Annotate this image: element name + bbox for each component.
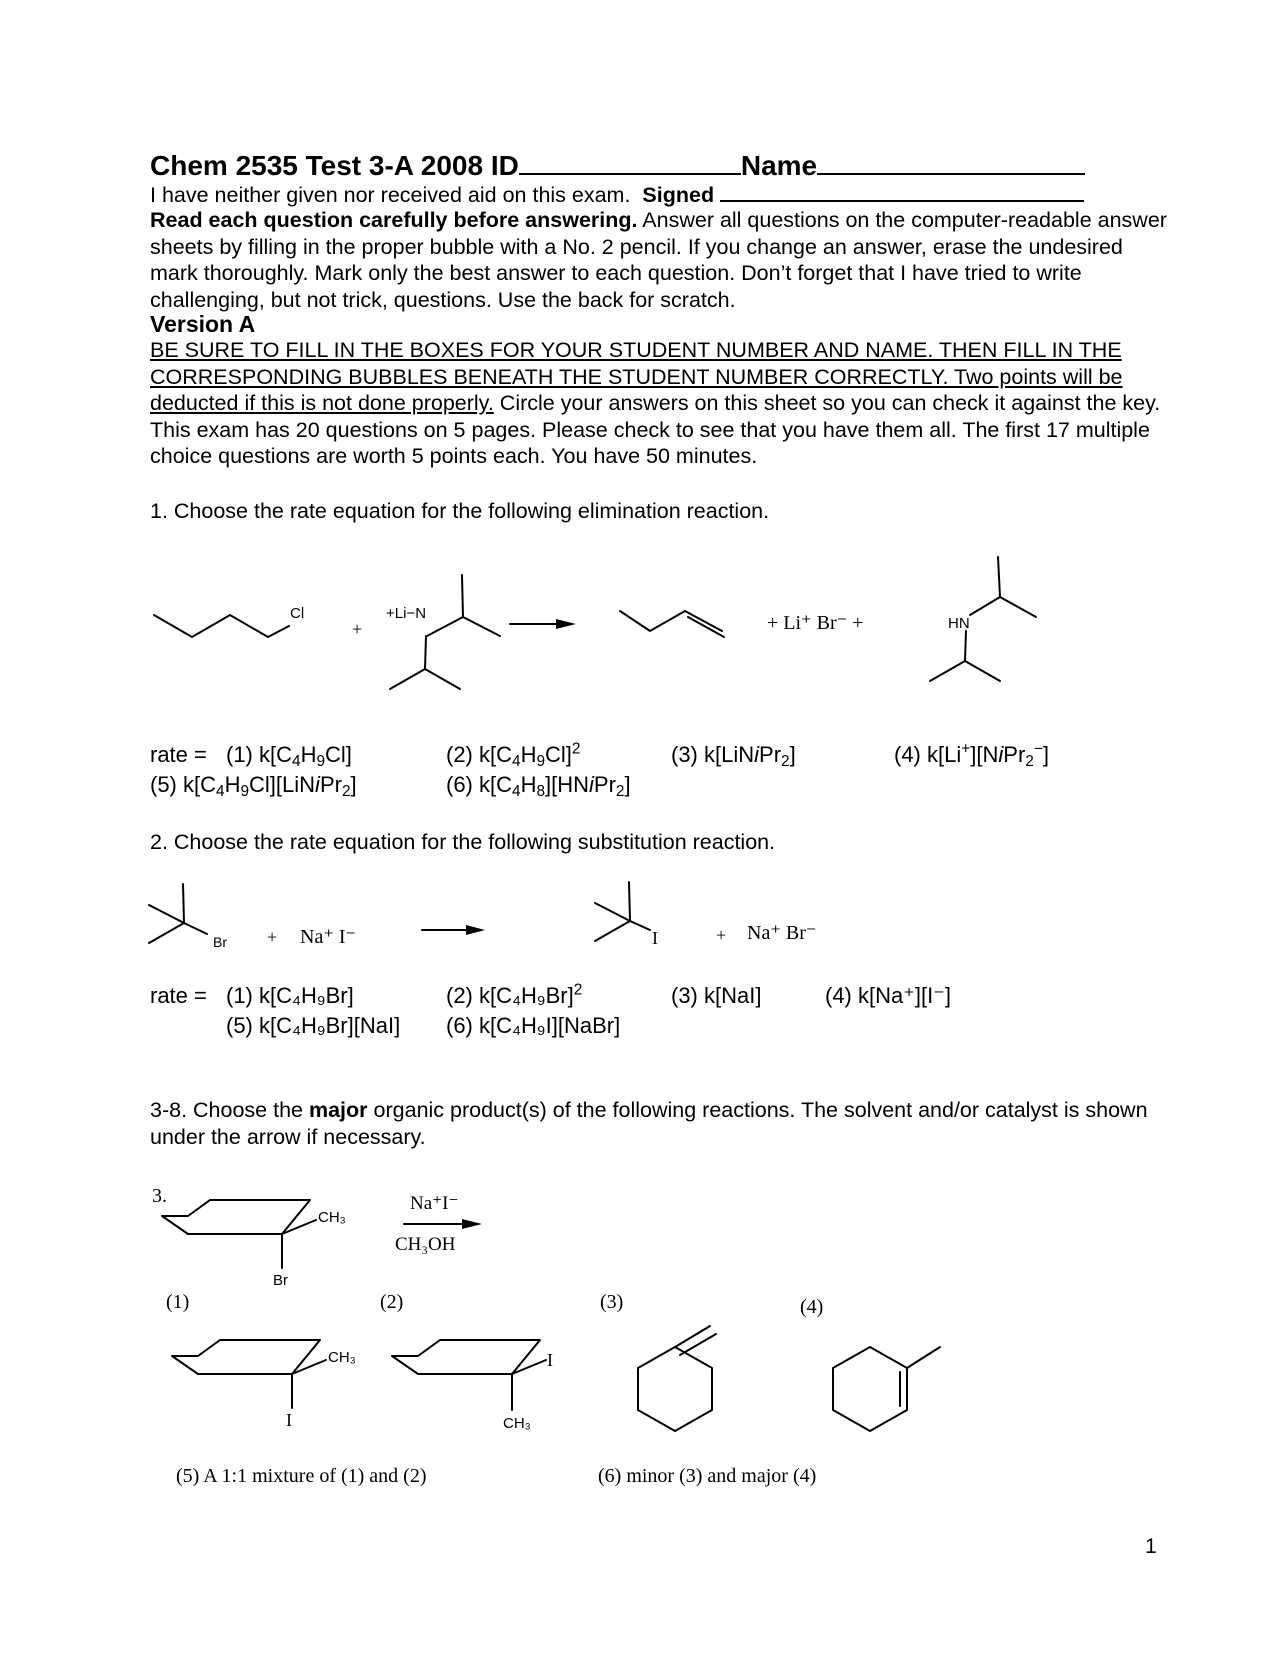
- p1-chair: [172, 1340, 320, 1374]
- nai-label: Na⁺ I⁻: [300, 926, 357, 948]
- i-label: I: [652, 928, 658, 948]
- libr-label: + Li⁺ Br⁻ +: [767, 612, 864, 634]
- signature-blank[interactable]: [720, 181, 1084, 202]
- exam-title: Chem 2535 Test 3-A 2008 ID: [150, 150, 519, 181]
- nabr-label: Na⁺ Br⁻: [747, 922, 817, 944]
- q3-option-2-label: (2): [380, 1291, 404, 1313]
- sm-br-label: Br: [273, 1272, 288, 1289]
- hn-label: HN: [948, 615, 970, 632]
- q2-option-2[interactable]: (2) $k[C_4H_9Br]^2$: [446, 981, 583, 1008]
- q1-option-5[interactable]: (5) $k[C_4H_9Cl][LiNiPr_2]$: [150, 772, 357, 800]
- p2-ch3-label: CH₃: [503, 1415, 531, 1432]
- plus-sign-2: +: [267, 927, 278, 947]
- q3-reaction-scheme: [140, 1180, 1000, 1510]
- exam-title-line: [150, 150, 1085, 182]
- p2-i-label: I: [547, 1350, 553, 1370]
- q1-reaction-scheme: [140, 545, 1060, 695]
- p4-ring: [833, 1347, 907, 1431]
- q2-option-4[interactable]: (4) k[Na⁺][I⁻]: [825, 983, 951, 1008]
- plus-sign-3: +: [716, 925, 727, 945]
- signed-label: Signed: [642, 183, 715, 207]
- p1-i-label: I: [286, 1410, 292, 1430]
- id-blank[interactable]: [519, 151, 741, 175]
- p3-ring: [638, 1347, 712, 1431]
- name-blank[interactable]: [817, 151, 1085, 175]
- major-emphasis: major: [308, 1098, 368, 1122]
- q2-option-6[interactable]: (6) k[C₄H₉I][NaBr]: [446, 1013, 621, 1038]
- q3-option-6[interactable]: (6) minor (3) and major (4): [598, 1465, 817, 1487]
- reaction-arrowhead: [556, 619, 576, 629]
- q1-option-1[interactable]: (1) $k[C_4H_9Cl]$: [226, 742, 352, 770]
- chlorobutane-skeleton: [154, 615, 289, 637]
- q2-option-3[interactable]: (3) k[NaI]: [671, 983, 762, 1008]
- sm-ch3-label: CH₃: [318, 1209, 346, 1226]
- q1-option-4[interactable]: (4) k[Li+][NiPr$_2$−]: [894, 740, 1049, 770]
- page-number: 1: [1145, 1535, 1157, 1558]
- q2-option-5[interactable]: (5) k[C₄H₉Br][NaI]: [226, 1013, 401, 1038]
- name-label: Name: [740, 150, 818, 181]
- q2-option-1[interactable]: (1) k[C₄H₉Br]: [226, 983, 354, 1008]
- q3-option-1-label: (1): [166, 1291, 190, 1313]
- honor-statement: I have neither given nor received aid on this exam.: [150, 183, 631, 207]
- reaction-arrowhead-2: [466, 925, 485, 935]
- p1-ch3-label: CH₃: [328, 1349, 356, 1366]
- warning-paragraph: [150, 337, 1170, 470]
- honor-line: [150, 181, 1084, 209]
- q1-option-3[interactable]: (3) k[LiNiPr$_2$]: [671, 742, 796, 770]
- br-label: Br: [213, 934, 227, 950]
- q3-option-3-label: (3): [600, 1291, 624, 1313]
- instructions-bold: Read each question carefully before answering.: [150, 208, 638, 232]
- q3-arrowhead: [462, 1219, 482, 1229]
- q3-8-prompt: 3-8. Choose the major organic product(s) of the following reactions. The solvent and/or catalyst is shown under the arrow if necessary.: [150, 1098, 1148, 1149]
- q2-prompt: 2. Choose the rate equation for the following substitution reaction.: [150, 830, 776, 854]
- li-n-label: +Li−N: [386, 605, 427, 622]
- q1-rate-label: rate =: [150, 742, 207, 767]
- q2-rate-label: rate =: [150, 983, 207, 1008]
- cl-label: Cl: [290, 605, 305, 622]
- q3-option-5[interactable]: (5) A 1:1 mixture of (1) and (2): [176, 1465, 427, 1487]
- q3-option-4-label: (4): [800, 1296, 824, 1318]
- q3-number: 3.: [152, 1185, 167, 1207]
- q2-reaction-scheme: [140, 875, 860, 965]
- solvent-ch3oh: CH₃OH: [395, 1234, 456, 1255]
- q1-option-2[interactable]: (2) $k[C_4H_9Cl]^2$: [446, 740, 581, 770]
- q1-option-6[interactable]: (6) $k[C_4H_8][HNiPr_2]$: [446, 772, 631, 800]
- instructions-paragraph: [150, 207, 1170, 313]
- plus-sign-1: +: [352, 619, 363, 639]
- q1-prompt: 1. Choose the rate equation for the following elimination reaction.: [150, 499, 770, 523]
- warning-rest: Circle your answers on this sheet so you can check it against the key. This exam has 20 questions on 5 pages. Please check to see that you have them all. The first 17 multiple choice questions are worth 5 points each. You have 50 minutes.: [150, 391, 1161, 468]
- reagent-nai: Na⁺I⁻: [410, 1193, 459, 1214]
- p2-chair: [392, 1340, 540, 1374]
- warning-underlined: BE SURE TO FILL IN THE BOXES FOR YOUR STUDENT NUMBER AND NAME. THEN FILL IN THE CORRESPONDING BUBBLES BENEATH THE STUDENT NUMBER CORRECTLY. Two points will be deducted if this is not done properly.: [150, 338, 1123, 415]
- version-label: Version A: [150, 311, 256, 337]
- sm-chair: [162, 1200, 310, 1234]
- instructions-text: Answer all questions on the computer-readable answer sheets by filling in the proper bubble with a No. 2 pencil. If you change an answer, erase the undesired mark thoroughly. Mark only the best answer to each question. Don’t forget that I have tried to write challenging, but not trick, questions. Use the back for scratch.: [150, 208, 1167, 312]
